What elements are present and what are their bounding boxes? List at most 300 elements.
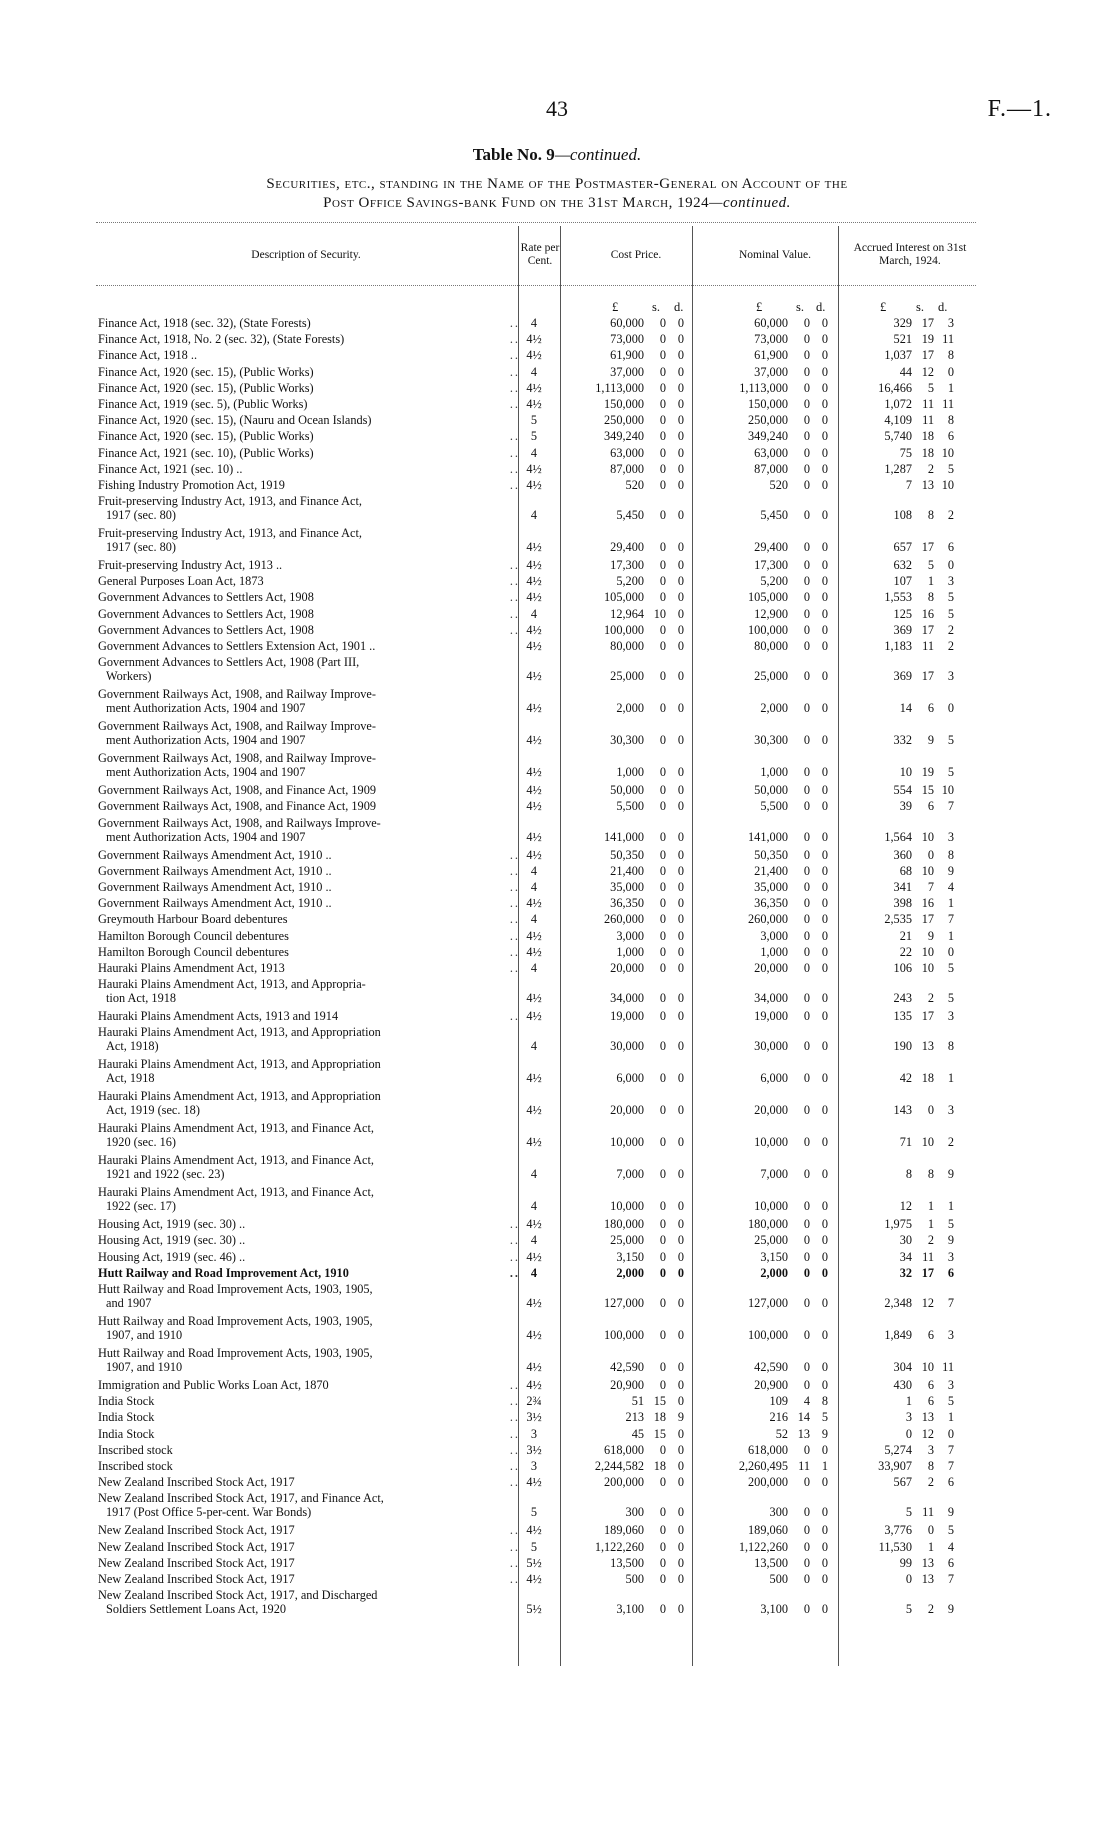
cost-pounds-cell: 60,000 — [610, 316, 644, 330]
table-row — [0, 1378, 1114, 1394]
description-line-1: Hauraki Plains Amendment Acts, 1913 and 1914 — [98, 1009, 339, 1024]
nominal-pence-cell: 0 — [821, 829, 828, 844]
nominal-pounds-cell: 87,000 — [754, 461, 788, 476]
interest-pence-cell: 3 — [947, 829, 954, 844]
nominal-pence-cell: 0 — [821, 606, 828, 621]
cost-pounds-cell: 349,240 — [604, 429, 644, 444]
security-description — [98, 494, 516, 522]
interest-shillings-cell: 10 — [921, 1135, 934, 1150]
nominal-pence-cell: 0 — [821, 461, 828, 476]
cost-shillings-cell: 0 — [659, 413, 666, 428]
cost-pounds-cell: 100,000 — [604, 622, 644, 637]
description-line-1: Finance Act, 1918 .. — [98, 348, 198, 363]
cost-shillings-cell: 0 — [659, 348, 666, 363]
description-line-1: Fishing Industry Promotion Act, 1919 — [98, 477, 285, 492]
rate-cell: 4½ — [526, 765, 542, 780]
nominal-pounds-cell: 10,000 — [754, 1135, 788, 1150]
interest-pence-cell: 5 — [947, 960, 954, 975]
leader-dots: .. — [509, 622, 520, 637]
nominal-pence-cell: 0 — [821, 1505, 828, 1520]
nominal-shillings-cell: 0 — [803, 847, 810, 862]
rate-cell: 4½ — [526, 1475, 542, 1490]
interest-shillings-cell: 15 — [921, 783, 934, 798]
nominal-pence-cell: 0 — [821, 348, 828, 363]
rate-cell: 4½ — [526, 1296, 542, 1310]
nominal-shillings-cell: 0 — [803, 944, 810, 959]
leader-dots: .. — [509, 1217, 520, 1232]
interest-pounds-cell: 125 — [893, 606, 912, 621]
interest-shillings-cell: 11 — [922, 1249, 934, 1264]
interest-pounds-cell: 341 — [893, 879, 912, 894]
cost-shillings-cell: 0 — [659, 1378, 666, 1392]
cost-pence-cell: 0 — [677, 1505, 684, 1520]
interest-pence-cell: 1 — [947, 1410, 954, 1425]
description-line-1: Hauraki Plains Amendment Act, 1913, and Appropria- — [98, 977, 366, 992]
leader-dots: .. — [509, 912, 520, 927]
rate-cell: 2¾ — [526, 1394, 542, 1409]
cost-shillings-cell: 0 — [659, 879, 666, 894]
interest-pence-unit: d. — [938, 300, 948, 314]
nominal-shillings-cell: 0 — [803, 928, 810, 943]
table-row — [0, 1556, 1114, 1572]
rate-cell: 5½ — [526, 1602, 542, 1617]
interest-shillings-cell: 5 — [927, 558, 934, 573]
cost-shillings-cell: 0 — [659, 477, 666, 492]
interest-shillings-cell: 9 — [927, 733, 934, 748]
nominal-pence-cell: 0 — [821, 1571, 828, 1586]
description-line-1: Finance Act, 1921 (sec. 10), (Public Works) — [98, 445, 314, 460]
nominal-pounds-cell: 17,300 — [754, 558, 788, 573]
nominal-pence-cell: 0 — [821, 1265, 828, 1280]
nominal-pounds-cell: 109 — [769, 1394, 788, 1409]
nominal-pence-cell: 0 — [821, 896, 828, 911]
nominal-pounds-cell: 50,350 — [754, 847, 788, 862]
description-line-2: Act, 1918) — [106, 1039, 159, 1054]
description-line-2: ment Authorization Acts, 1904 and 1907 — [106, 701, 306, 716]
table-row — [0, 381, 1114, 397]
table-title — [0, 145, 1114, 165]
cost-pence-cell: 0 — [677, 332, 684, 347]
interest-shillings-cell: 1 — [927, 1217, 934, 1232]
table-row — [0, 397, 1114, 413]
cost-pounds-cell: 3,150 — [616, 1249, 644, 1264]
rate-cell: 4½ — [526, 829, 542, 844]
description-line-1: Fruit-preserving Industry Act, 1913, and Finance Act, — [98, 526, 362, 541]
nominal-shillings-cell: 0 — [803, 1442, 810, 1457]
rate-cell: 3 — [530, 1426, 538, 1441]
nominal-shillings-cell: 0 — [803, 1555, 810, 1570]
nominal-shillings-cell: 0 — [803, 1265, 810, 1280]
description-line-1: Hauraki Plains Amendment Act, 1913, and Finance Act, — [98, 1185, 374, 1200]
nominal-shillings-cell: 0 — [803, 863, 810, 878]
interest-shillings-cell: 11 — [922, 1505, 934, 1520]
cost-pence-cell: 0 — [677, 445, 684, 460]
rate-cell: 4½ — [526, 701, 542, 716]
nominal-pence-cell: 1 — [821, 1458, 828, 1473]
cost-pence-unit: d. — [674, 300, 684, 314]
description-line-1: Government Advances to Settlers Act, 1908 — [98, 590, 314, 605]
nominal-pence-cell: 0 — [821, 316, 828, 330]
nominal-pence-cell: 0 — [821, 1233, 828, 1248]
nominal-pounds-cell: 127,000 — [748, 1296, 788, 1310]
nominal-shillings-cell: 0 — [803, 396, 810, 411]
cost-pence-cell: 0 — [677, 829, 684, 844]
interest-pounds-cell: 108 — [893, 508, 912, 523]
interest-pence-cell: 3 — [947, 1378, 954, 1392]
description-line-2: 1922 (sec. 17) — [106, 1199, 177, 1214]
description-line-1: Hamilton Borough Council debentures — [98, 928, 289, 943]
table-row — [0, 639, 1114, 655]
table-row — [0, 896, 1114, 912]
cost-pence-cell: 0 — [677, 1071, 684, 1086]
nominal-pence-cell: 0 — [821, 863, 828, 878]
table-row — [0, 719, 1114, 751]
interest-pounds-cell: 11,530 — [878, 1539, 912, 1554]
interest-pence-cell: 0 — [947, 1426, 954, 1441]
interest-shillings-cell: 12 — [921, 1426, 934, 1441]
nominal-pounds-cell: 3,150 — [760, 1249, 788, 1264]
description-line-2: 1917 (Post Office 5-per-cent. War Bonds) — [106, 1505, 312, 1520]
interest-shillings-cell: 17 — [921, 348, 934, 363]
leader-dots: .. — [509, 348, 520, 363]
table-row — [0, 977, 1114, 1009]
cost-shillings-cell: 0 — [659, 1103, 666, 1118]
interest-pounds-cell: 44 — [899, 364, 912, 379]
nominal-pence-cell: 0 — [821, 1199, 828, 1214]
interest-pence-cell: 10 — [941, 445, 954, 460]
rate-cell: 5 — [530, 1505, 538, 1520]
interest-pence-cell: 10 — [941, 477, 954, 492]
cost-pence-cell: 0 — [677, 1265, 684, 1280]
nominal-shillings-cell: 0 — [803, 477, 810, 492]
security-description — [98, 1025, 516, 1053]
rate-cell: 4 — [530, 364, 538, 379]
cost-pence-cell: 0 — [677, 783, 684, 798]
description-line-1: General Purposes Loan Act, 1873 — [98, 574, 264, 589]
nominal-pounds-cell: 63,000 — [754, 445, 788, 460]
interest-pounds-cell: 106 — [893, 960, 912, 975]
nominal-pounds-cell: 189,060 — [748, 1523, 788, 1538]
cost-pounds-cell: 34,000 — [610, 991, 644, 1006]
security-description — [98, 1314, 516, 1342]
leader-dots: .. — [509, 1378, 520, 1392]
rate-cell: 4½ — [526, 1217, 542, 1232]
interest-pence-cell: 3 — [947, 1249, 954, 1264]
cost-pounds-cell: 260,000 — [604, 912, 644, 927]
nominal-pence-cell: 0 — [821, 1555, 828, 1570]
cost-pence-cell: 0 — [677, 316, 684, 330]
table-header — [96, 226, 976, 284]
leader-dots: .. — [509, 1410, 520, 1425]
rate-cell: 4½ — [526, 540, 542, 555]
interest-shillings-cell: 16 — [921, 606, 934, 621]
nominal-pounds-cell: 500 — [769, 1571, 788, 1586]
cost-pounds-cell: 61,900 — [610, 348, 644, 363]
cost-pence-cell: 0 — [677, 1039, 684, 1054]
nominal-shillings-cell: 0 — [803, 829, 810, 844]
leader-dots: .. — [509, 1555, 520, 1570]
rate-cell: 4½ — [526, 1009, 542, 1024]
nominal-pounds-cell: 36,350 — [754, 896, 788, 911]
interest-pound-unit: £ — [880, 300, 887, 314]
interest-pounds-cell: 1,564 — [884, 829, 912, 844]
nominal-pence-cell: 0 — [821, 799, 828, 814]
nominal-shillings-cell: 0 — [803, 622, 810, 637]
table-row — [0, 783, 1114, 799]
interest-pence-cell: 9 — [947, 1505, 954, 1520]
cost-pence-cell: 9 — [677, 1410, 684, 1425]
cost-pounds-cell: 180,000 — [604, 1217, 644, 1232]
cost-shillings-cell: 0 — [659, 332, 666, 347]
description-line-1: Fruit-preserving Industry Act, 1913 .. — [98, 558, 283, 573]
description-line-2: ment Authorization Acts, 1904 and 1907 — [106, 829, 306, 844]
cost-pence-cell: 0 — [677, 765, 684, 780]
interest-pence-cell: 10 — [941, 783, 954, 798]
nominal-pence-cell: 0 — [821, 445, 828, 460]
interest-pence-cell: 7 — [947, 912, 954, 927]
cost-shillings-cell: 0 — [659, 1265, 666, 1280]
description-line-1: New Zealand Inscribed Stock Act, 1917 — [98, 1475, 295, 1490]
nominal-shillings-cell: 0 — [803, 1217, 810, 1232]
interest-shillings-cell: 1 — [927, 1199, 934, 1214]
interest-pence-cell: 8 — [947, 348, 954, 363]
cost-pence-cell: 0 — [677, 863, 684, 878]
nominal-shillings-cell: 0 — [803, 508, 810, 523]
nominal-pounds-cell: 3,100 — [760, 1602, 788, 1617]
nominal-pence-cell: 0 — [821, 558, 828, 573]
header-cost-price: Cost Price. — [610, 248, 662, 261]
description-line-1: Government Railways Amendment Act, 1910 .. — [98, 896, 332, 911]
cost-pounds-cell: 5,200 — [616, 574, 644, 589]
nominal-pounds-cell: 19,000 — [754, 1009, 788, 1024]
nominal-pence-cell: 0 — [821, 1360, 828, 1374]
nominal-shillings-cell: 0 — [803, 799, 810, 814]
interest-shillings-cell: 8 — [927, 1458, 934, 1473]
description-line-1: Finance Act, 1919 (sec. 5), (Public Works) — [98, 396, 308, 411]
security-description — [98, 751, 516, 779]
nominal-pence-cell: 8 — [821, 1394, 828, 1409]
cost-pence-cell: 0 — [677, 540, 684, 555]
nominal-shillings-cell: 0 — [803, 606, 810, 621]
nominal-pounds-cell: 2,260,495 — [738, 1458, 788, 1473]
description-line-2: 1921 and 1922 (sec. 23) — [106, 1167, 225, 1182]
nominal-pence-cell: 0 — [821, 1039, 828, 1054]
cost-pence-cell: 0 — [677, 928, 684, 943]
interest-pounds-cell: 39 — [899, 799, 912, 814]
cost-pounds-cell: 10,000 — [610, 1199, 644, 1214]
cost-pence-cell: 0 — [677, 1426, 684, 1441]
cost-shillings-cell: 0 — [659, 574, 666, 589]
interest-shillings-cell: 6 — [927, 1378, 934, 1392]
interest-pence-cell: 3 — [947, 316, 954, 330]
interest-pounds-cell: 0 — [905, 1571, 912, 1586]
header-nominal-value: Nominal Value. — [739, 248, 811, 261]
table-row — [0, 1153, 1114, 1185]
header-bottom-rule — [96, 285, 976, 286]
nominal-pounds-cell: 1,113,000 — [739, 380, 788, 395]
nominal-pounds-cell: 250,000 — [748, 413, 788, 428]
table-title-text: Table No. 9 — [472, 145, 555, 164]
interest-pence-cell: 5 — [947, 991, 954, 1006]
cost-pounds-cell: 3,000 — [616, 928, 644, 943]
description-line-1: Finance Act, 1918, No. 2 (sec. 32), (State Forests) — [98, 332, 345, 347]
cost-pence-cell: 0 — [677, 944, 684, 959]
nominal-pounds-cell: 2,000 — [760, 1265, 788, 1280]
interest-pounds-cell: 5,274 — [884, 1442, 912, 1457]
table-row — [0, 945, 1114, 961]
cost-pound-unit: £ — [612, 300, 619, 314]
rate-cell: 4½ — [526, 332, 542, 347]
interest-pence-cell: 1 — [947, 1199, 954, 1214]
cost-shillings-cell: 0 — [659, 508, 666, 523]
cost-pounds-cell: 213 — [625, 1410, 644, 1425]
interest-pounds-cell: 8 — [905, 1167, 912, 1182]
cost-shillings-cell: 0 — [659, 429, 666, 444]
nominal-shillings-cell: 0 — [803, 1249, 810, 1264]
securities-table-body — [0, 316, 1114, 1620]
cost-shillings-cell: 0 — [659, 669, 666, 684]
rate-cell: 4½ — [526, 622, 542, 637]
description-line-1: New Zealand Inscribed Stock Act, 1917 — [98, 1539, 295, 1554]
security-description — [98, 1491, 516, 1519]
cost-pounds-cell: 36,350 — [610, 896, 644, 911]
interest-pence-cell: 0 — [947, 558, 954, 573]
description-line-1: Hauraki Plains Amendment Act, 1913 — [98, 960, 285, 975]
nominal-pence-cell: 0 — [821, 1378, 828, 1392]
description-line-1: Government Railways Amendment Act, 1910 .. — [98, 847, 332, 862]
description-line-2: 1907, and 1910 — [106, 1328, 183, 1342]
table-row — [0, 1233, 1114, 1249]
cost-shillings-cell: 0 — [659, 639, 666, 653]
nominal-pounds-cell: 300 — [769, 1505, 788, 1520]
cost-pence-cell: 0 — [677, 574, 684, 589]
leader-dots: .. — [509, 896, 520, 911]
description-line-1: Hamilton Borough Council debentures — [98, 944, 289, 959]
cost-pounds-cell: 520 — [625, 477, 644, 492]
cost-pence-cell: 0 — [677, 1523, 684, 1538]
currency-units-row — [0, 300, 1114, 316]
nominal-pounds-cell: 25,000 — [754, 669, 788, 684]
interest-shillings-cell: 1 — [927, 574, 934, 589]
nominal-shillings-cell: 0 — [803, 1360, 810, 1374]
cost-shillings-cell: 0 — [659, 540, 666, 555]
description-line-1: Housing Act, 1919 (sec. 30) .. — [98, 1233, 246, 1248]
interest-shillings-cell: 2 — [927, 461, 934, 476]
table-row — [0, 429, 1114, 445]
interest-pounds-cell: 30 — [899, 1233, 912, 1248]
leader-dots: .. — [509, 863, 520, 878]
description-line-1: Housing Act, 1919 (sec. 46) .. — [98, 1249, 246, 1264]
rate-cell: 4 — [530, 863, 538, 878]
nominal-shillings-cell: 0 — [803, 574, 810, 589]
cost-pence-cell: 0 — [677, 1458, 684, 1473]
nominal-shillings-cell: 0 — [803, 701, 810, 716]
cost-pounds-cell: 25,000 — [610, 1233, 644, 1248]
cost-pounds-cell: 21,400 — [610, 863, 644, 878]
description-line-1: Government Railways Act, 1908, and Finance Act, 1909 — [98, 783, 376, 798]
cost-pounds-cell: 500 — [625, 1571, 644, 1586]
interest-shillings-cell: 13 — [921, 477, 934, 492]
rate-cell: 4½ — [526, 847, 542, 862]
security-description — [98, 655, 516, 683]
interest-shillings-cell: 1 — [927, 1539, 934, 1554]
nominal-shillings-cell: 0 — [803, 1103, 810, 1118]
cost-pence-cell: 0 — [677, 912, 684, 927]
interest-pence-cell: 2 — [947, 508, 954, 523]
leader-dots: .. — [509, 1249, 520, 1264]
table-row — [0, 1523, 1114, 1539]
table-row — [0, 1217, 1114, 1233]
nominal-shillings-cell: 0 — [803, 1539, 810, 1554]
interest-shillings-cell: 0 — [927, 847, 934, 862]
cost-pence-cell: 0 — [677, 1135, 684, 1150]
description-line-1: Fruit-preserving Industry Act, 1913, and Finance Act, — [98, 494, 362, 509]
description-line-1: Inscribed stock — [98, 1442, 173, 1457]
interest-pounds-cell: 398 — [893, 896, 912, 911]
interest-pounds-cell: 369 — [893, 622, 912, 637]
rate-cell: 4½ — [526, 558, 542, 573]
table-row — [0, 1491, 1114, 1523]
cost-shillings-cell: 0 — [659, 847, 666, 862]
nominal-shillings-cell: 0 — [803, 1378, 810, 1392]
cost-pence-cell: 0 — [677, 1328, 684, 1342]
nominal-pounds-cell: 80,000 — [754, 639, 788, 653]
nominal-pence-cell: 0 — [821, 1523, 828, 1538]
nominal-pence-cell: 0 — [821, 622, 828, 637]
interest-pence-cell: 7 — [947, 1571, 954, 1586]
description-line-1: Immigration and Public Works Loan Act, 1870 — [98, 1378, 329, 1392]
nominal-pence-cell: 0 — [821, 1135, 828, 1150]
cost-shillings-cell: 0 — [659, 783, 666, 798]
cost-pence-cell: 0 — [677, 1360, 684, 1374]
interest-shillings-cell: 16 — [921, 896, 934, 911]
description-line-1: Government Railways Amendment Act, 1910 .. — [98, 879, 332, 894]
nominal-pounds-cell: 20,000 — [754, 1103, 788, 1118]
nominal-pence-cell: 0 — [821, 669, 828, 684]
nominal-pence-cell: 0 — [821, 1009, 828, 1024]
interest-shillings-cell: 19 — [921, 765, 934, 780]
cost-shillings-cell: 18 — [653, 1458, 666, 1473]
table-row — [0, 687, 1114, 719]
interest-pence-cell: 7 — [947, 1296, 954, 1310]
interest-pounds-cell: 360 — [893, 847, 912, 862]
cost-shillings-cell: 0 — [659, 1217, 666, 1232]
cost-pence-cell: 0 — [677, 1475, 684, 1490]
cost-shillings-cell: 0 — [659, 1199, 666, 1214]
header-top-rule — [96, 222, 976, 223]
security-description — [98, 1089, 516, 1117]
description-line-2: and 1907 — [106, 1296, 152, 1310]
leader-dots: .. — [509, 429, 520, 444]
cost-shillings-cell: 0 — [659, 991, 666, 1006]
interest-pence-cell: 9 — [947, 1233, 954, 1248]
nominal-pounds-cell: 520 — [769, 477, 788, 492]
cost-pence-cell: 0 — [677, 1249, 684, 1264]
nominal-pence-cell: 0 — [821, 1167, 828, 1182]
description-line-1: New Zealand Inscribed Stock Act, 1917, and Finance Act, — [98, 1491, 384, 1506]
interest-pence-cell: 1 — [947, 380, 954, 395]
rate-cell: 3½ — [526, 1442, 542, 1457]
interest-pounds-cell: 430 — [893, 1378, 912, 1392]
nominal-pounds-cell: 5,200 — [760, 574, 788, 589]
cost-pounds-cell: 6,000 — [616, 1071, 644, 1086]
cost-pence-cell: 0 — [677, 1571, 684, 1586]
interest-pounds-cell: 3,776 — [884, 1523, 912, 1538]
page-number: 43 — [546, 96, 568, 121]
interest-pounds-cell: 68 — [899, 863, 912, 878]
interest-pence-cell: 4 — [947, 879, 954, 894]
interest-shillings-cell: 17 — [921, 316, 934, 330]
